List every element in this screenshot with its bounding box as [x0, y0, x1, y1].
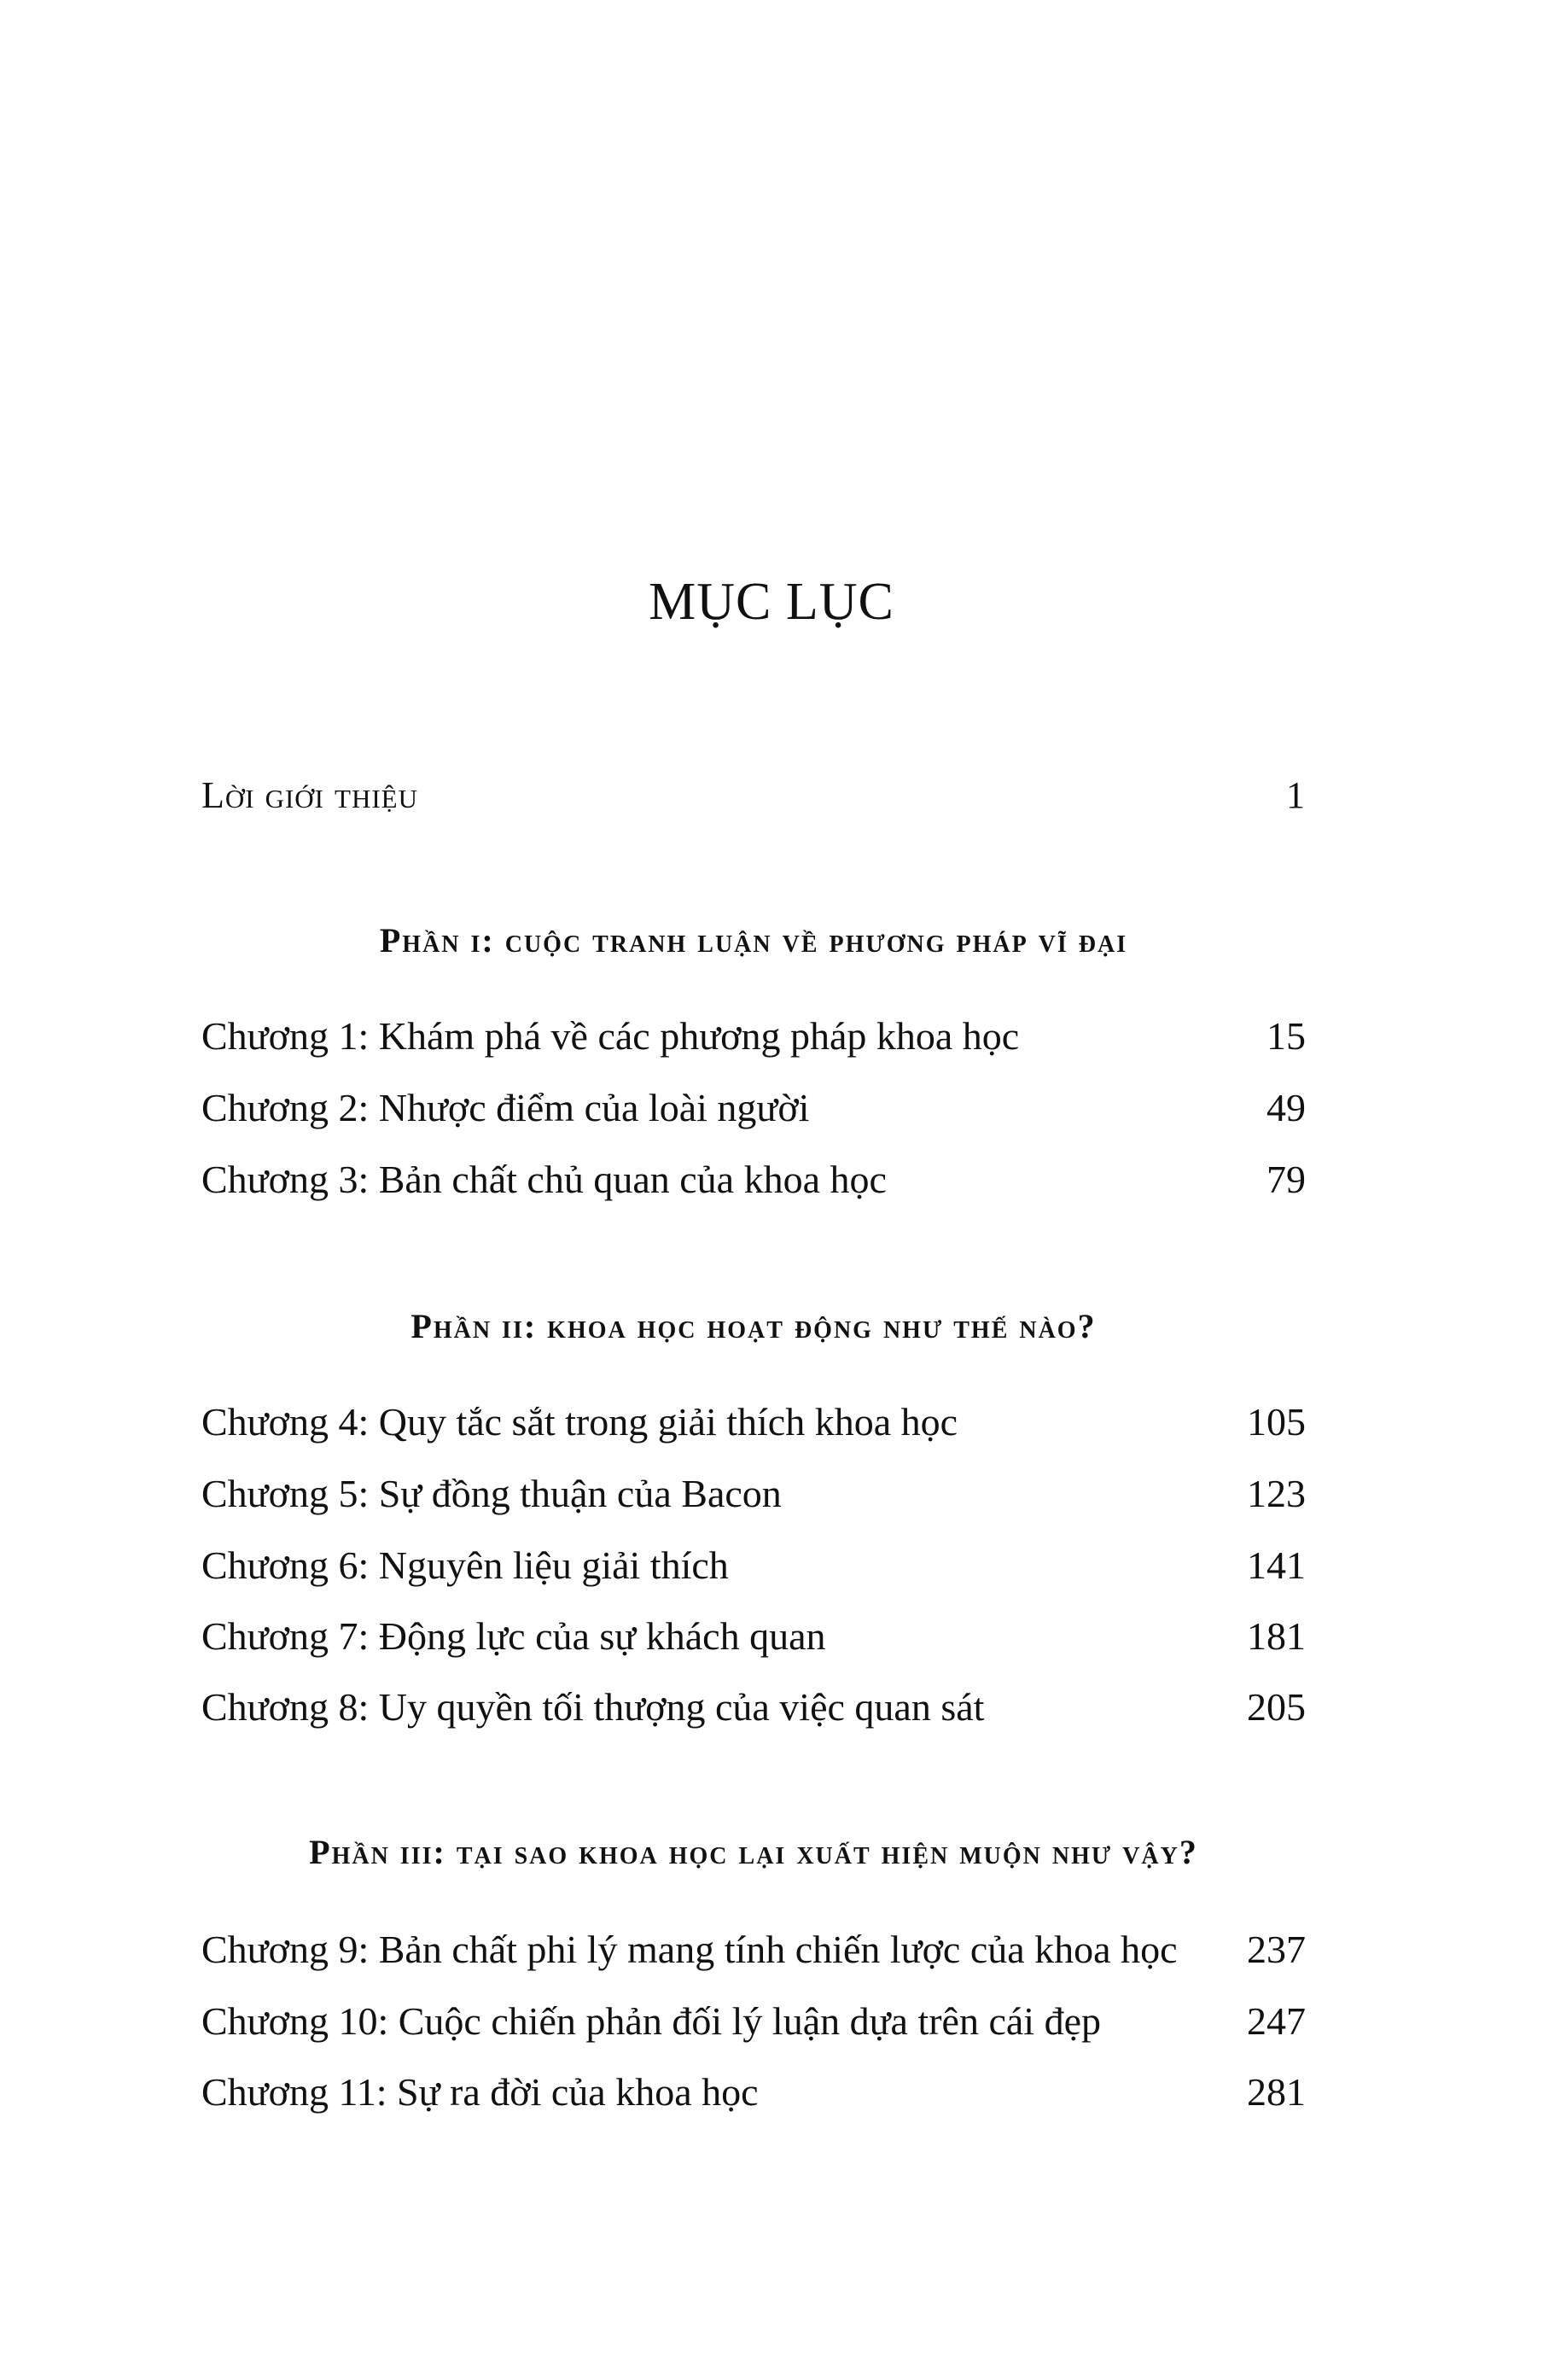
toc-entry-label: Chương 6: Nguyên liệu giải thích — [201, 1543, 729, 1587]
toc-entry-chapter-9[interactable] — [201, 1926, 1306, 1973]
toc-entry-page: 49 — [1266, 1086, 1306, 1129]
toc-entry-chapter-5[interactable] — [201, 1470, 1306, 1517]
toc-entry-chapter-6[interactable] — [201, 1542, 1306, 1589]
toc-entry-page: 15 — [1266, 1014, 1306, 1058]
toc-entry-label: Chương 5: Sự đồng thuận của Bacon — [201, 1472, 782, 1515]
toc-entry-chapter-8[interactable] — [201, 1683, 1306, 1730]
toc-entry-page: 281 — [1247, 2070, 1306, 2114]
toc-entry-label: Chương 10: Cuộc chiến phản đối lý luận dựa trên cái đẹp — [201, 1999, 1102, 2043]
toc-entry-label: Chương 4: Quy tắc sắt trong giải thích khoa học — [201, 1400, 958, 1444]
toc-entry-chapter-7[interactable] — [201, 1613, 1306, 1660]
part-2-heading: Phần ii: khoa học hoạt động như thế nào? — [410, 1307, 1097, 1345]
toc-entry-page: 105 — [1247, 1400, 1306, 1444]
toc-entry-page: 237 — [1247, 1928, 1306, 1971]
toc-entry-label: Chương 7: Động lực của sự khách quan — [201, 1614, 826, 1658]
part-3-heading: Phần iii: tại sao khoa học lại xuất hiện muộn như vậy? — [309, 1833, 1198, 1871]
toc-entry-label: Chương 8: Uy quyền tối thượng của việc quan sát — [201, 1685, 985, 1729]
toc-entry-label: Chương 11: Sự ra đời của khoa học — [201, 2070, 759, 2114]
toc-entry-chapter-1[interactable] — [201, 1012, 1306, 1059]
toc-entry-page: 141 — [1247, 1543, 1306, 1587]
toc-entry-label: Chương 2: Nhược điểm của loài người — [201, 1086, 810, 1129]
toc-entry-page: 205 — [1247, 1685, 1306, 1729]
part-1-heading: Phần i: cuộc tranh luận về phương pháp vĩ đại — [379, 921, 1128, 960]
toc-entry-chapter-4[interactable] — [201, 1398, 1306, 1445]
toc-entry-chapter-11[interactable] — [201, 2068, 1306, 2115]
toc-entry-intro[interactable] — [201, 773, 1306, 819]
toc-entry-page: 1 — [1286, 774, 1306, 816]
toc-entry-label: Chương 1: Khám phá về các phương pháp khoa học — [201, 1014, 1020, 1058]
toc-entry-page: 247 — [1247, 1999, 1306, 2043]
toc-entry-chapter-10[interactable] — [201, 1998, 1306, 2045]
toc-entry-label: Chương 3: Bản chất chủ quan của khoa học — [201, 1158, 887, 1201]
toc-entry-page: 79 — [1266, 1158, 1306, 1201]
toc-entry-label: Lời giới thiệu — [201, 774, 418, 816]
page-title: MỤC LỤC — [649, 573, 894, 631]
toc-entry-chapter-3[interactable] — [201, 1156, 1306, 1203]
toc-entry-chapter-2[interactable] — [201, 1084, 1306, 1131]
toc-entry-page: 123 — [1247, 1472, 1306, 1515]
toc-entry-page: 181 — [1247, 1614, 1306, 1658]
toc-entry-label: Chương 9: Bản chất phi lý mang tính chiến lược của khoa học — [201, 1928, 1178, 1971]
